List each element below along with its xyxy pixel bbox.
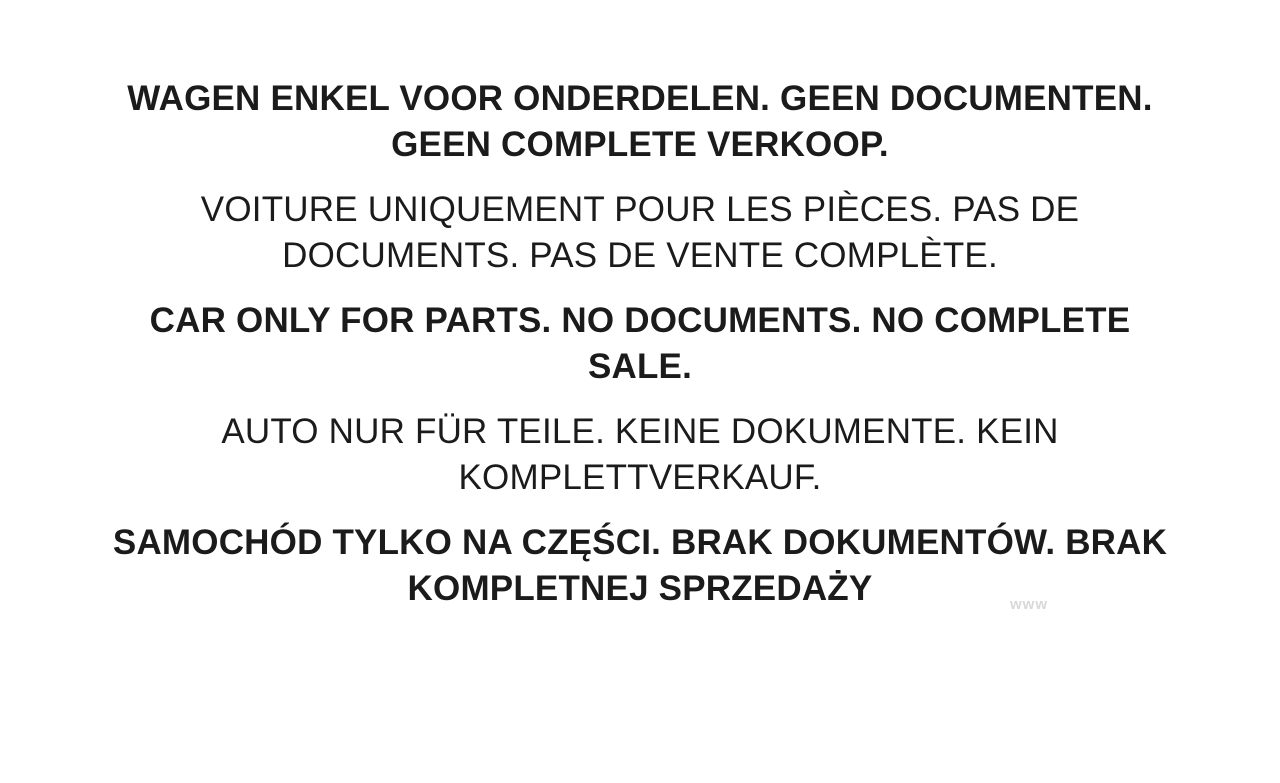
notice-text-english: CAR ONLY FOR PARTS. NO DOCUMENTS. NO COMPLETE SALE.	[149, 301, 1131, 386]
notice-text-french: VOITURE UNIQUEMENT POUR LES PIÈCES. PAS DE DOCUMENTS. PAS DE VENTE COMPLÈTE.	[200, 190, 1080, 275]
notice-text-dutch: WAGEN ENKEL VOOR ONDERDELEN. GEEN DOCUMENTEN. GEEN COMPLETE VERKOOP.	[127, 79, 1153, 164]
notice-text-german: AUTO NUR FÜR TEILE. KEINE DOKUMENTE. KEIN KOMPLETTVERKAUF.	[221, 412, 1059, 497]
watermark-text: www	[1009, 596, 1048, 613]
notice-text-polish: SAMOCHÓD TYLKO NA CZĘŚCI. BRAK DOKUMENTÓW. BRAK KOMPLETNEJ SPRZEDAŻY	[112, 523, 1168, 608]
